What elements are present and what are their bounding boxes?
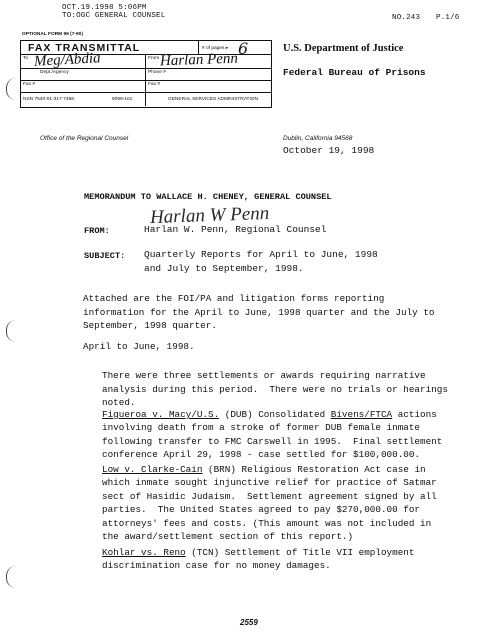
- summary-paragraph: There were three settlements or awards requiring narrative analysis during this period. There were no trials or hearings noted.: [102, 370, 448, 409]
- phone-label: Phone #: [148, 70, 166, 75]
- case-1-body: involving death from a stroke of former DUB female inmate following transfer to FMC Carswell in 1995. Final settlement conference April 29, 1998 - case settled for $100,000.00.: [102, 422, 443, 461]
- case-1-desc: (DUB) Consolidated: [219, 409, 331, 420]
- case-2-body: which inmate sought injunctive relief for practice of Satmar sect of Hasidic Judaism. Settlement agreement signed by all parties. The United States agreed to pay $270,000.00 for attorneys' fees and costs. (This amount was not included in the award/settlement section of this report.): [102, 477, 437, 543]
- form-code: OPTIONAL FORM 99 (7-90): [22, 32, 83, 37]
- case-2-name: Low v. Clarke-Cain: [102, 464, 203, 475]
- department-name: U.S. Department of Justice: [283, 43, 404, 54]
- period-heading: April to June, 1998.: [83, 341, 195, 352]
- case-2-desc: (BRN) Religious Restoration Act case in: [202, 464, 426, 475]
- pages-label: # of pages ▸: [202, 46, 229, 51]
- subject-line-2: and July to September, 1998.: [144, 263, 304, 274]
- nsn: NSN 7540-01-317-7368: [23, 97, 74, 102]
- case-1-name: Figueroa v. Macy/U.S.: [102, 409, 220, 420]
- office-location: Dublin, California 94568: [283, 135, 353, 142]
- memo-date: October 19, 1998: [283, 145, 375, 156]
- from-value-memo: Harlan W. Penn, Regional Counsel: [144, 224, 327, 235]
- case-1-act: Bivens/FTCA: [330, 409, 393, 420]
- fax-label: Fax #: [23, 82, 35, 87]
- from-value: Harlan Penn: [159, 50, 239, 70]
- case-2-first-line: [102, 463, 426, 477]
- case-1-first-line: [102, 408, 437, 422]
- page-number: 2559: [240, 618, 258, 627]
- form-number: 5099-101: [112, 97, 133, 102]
- fax-form-title: FAX TRANSMITTAL: [28, 42, 141, 54]
- gsa: GENERAL SERVICES ADMINISTRATION: [168, 97, 259, 102]
- case-1-actions: actions: [392, 409, 437, 420]
- from-label: From: [148, 56, 160, 61]
- case-3-first-line: [102, 546, 414, 560]
- subject-line-1: Quarterly Reports for April to June, 1998: [144, 249, 378, 260]
- intro-paragraph: Attached are the FOI/PA and litigation forms reporting information for the April to June, 1998 quarter and the July to September, 1998 quarter.: [83, 293, 435, 332]
- bureau-name: Federal Bureau of Prisons: [283, 67, 426, 78]
- to-label: To: [23, 56, 29, 61]
- memo-to-line: MEMORANDUM TO WALLACE H. CHENEY, GENERAL COUNSEL: [84, 192, 332, 202]
- fax-number: NO.243: [392, 14, 421, 22]
- fax-timestamp: OCT.19.1998 5:06PM: [62, 4, 147, 12]
- case-3-body: discrimination case for no money damages.: [102, 560, 331, 571]
- office-name: Office of the Regional Counsel: [40, 135, 129, 142]
- dept-label: Dept./Agency: [40, 70, 69, 75]
- from-label-memo: FROM:: [84, 226, 110, 236]
- fax-recipient: TO:OGC GENERAL COUNSEL: [62, 12, 166, 20]
- binder-hole-middle: [6, 320, 17, 342]
- binder-hole-bottom: [6, 566, 17, 588]
- case-3-name: Kohlar vs. Reno: [102, 547, 186, 558]
- to-value: Meg/Abdia: [33, 50, 102, 70]
- subject-label: SUBJECT:: [84, 251, 126, 261]
- case-3-desc: (TCN) Settlement of Title VII employment: [185, 547, 415, 558]
- fax-page: P.1/6: [436, 14, 460, 22]
- signature: Harlan W Penn: [149, 202, 270, 229]
- fax2-label: Fax #: [148, 82, 160, 87]
- binder-hole-top: [6, 78, 17, 100]
- pages-value: 6: [238, 39, 249, 58]
